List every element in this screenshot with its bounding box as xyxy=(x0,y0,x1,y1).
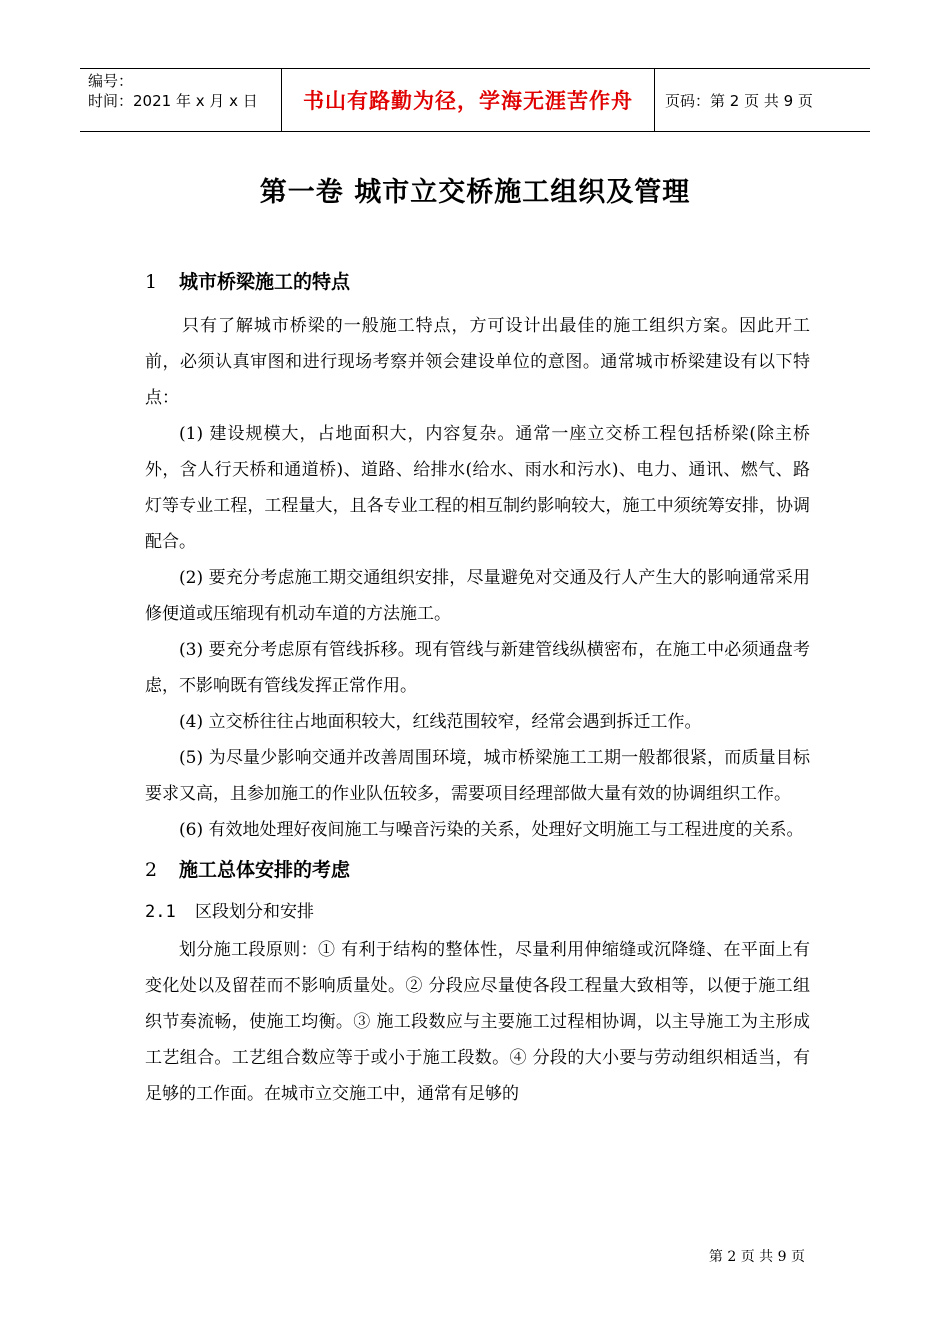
subsection-title: 区段划分和安排 xyxy=(195,902,314,922)
footer-page-label: 第 2 页 共 9 页 xyxy=(708,1249,805,1265)
header-page-label: 页码：第 2 页 共 9 页 xyxy=(665,91,813,110)
document-title: 第一卷 城市立交桥施工组织及管理 xyxy=(259,177,691,208)
subsection-heading xyxy=(145,892,810,932)
list-item: (3) 要充分考虑原有管线拆移。现有管线与新建管线纵横密布，在施工中必须通盘考虑，不影响既有管线发挥正常作用。 xyxy=(145,640,810,696)
list-item: (1) 建设规模大，占地面积大，内容复杂。通常一座立交桥工程包括桥梁(除主桥外，含人行天桥和通道桥)、道路、给排水(给水、雨水和污水)、电力、通讯、燃气、路灯等专业工程，工程量大，且各专业工程的相互制约影响较大，施工中须统筹安排，协调配合。 xyxy=(145,424,810,552)
subsection-number: 2.1 xyxy=(145,902,176,922)
list-item: (5) 为尽量少影响交通并改善周围环境，城市桥梁施工工期一般都很紧，而质量目标要求又高，且参加施工的作业队伍较多，需要项目经理部做大量有效的协调组织工作。 xyxy=(145,748,810,804)
paragraph: 划分施工段原则：① 有利于结构的整体性，尽量利用伸缩缝或沉降缝、在平面上有变化处以及留茬而不影响质量处。② 分段应尽量使各段工程量大致相等，以便于施工组织节奏流畅，使施工均衡。③ 施工段数应与主要施工过程相协调，以主导施工为主形成工艺组合。工艺组合数应等于或小于施工段数。④ 分段的大小要与劳动组织相适当，有足够的工作面。在城市立交施工中，通常有足够的 xyxy=(145,940,810,1104)
header-motto: 书山有路勤为径，学海无涯苦作舟 xyxy=(281,69,655,131)
document-body xyxy=(145,260,810,1112)
section-title: 施工总体安排的考虑 xyxy=(179,859,351,881)
list-item: (2) 要充分考虑施工期交通组织安排，尽量避免对交通及行人产生大的影响通常采用修便道或压缩现有机动车道的方法施工。 xyxy=(145,568,810,624)
number-label: 编号： xyxy=(88,72,134,90)
section-title: 城市桥梁施工的特点 xyxy=(179,271,351,293)
date-label: 时间：2021 年 x 月 x 日 xyxy=(88,92,258,110)
header-table xyxy=(80,68,870,132)
section-heading-1 xyxy=(145,260,810,304)
list-item: (4) 立交桥往往占地面积较大，红线范围较窄，经常会遇到拆迁工作。 xyxy=(179,712,702,732)
section-heading-2 xyxy=(145,848,810,892)
section-number: 1 xyxy=(145,271,158,293)
header-meta xyxy=(80,69,281,131)
section-number: 2 xyxy=(145,859,158,881)
list-item: (6) 有效地处理好夜间施工与噪音污染的关系，处理好文明施工与工程进度的关系。 xyxy=(179,820,804,840)
paragraph: 只有了解城市桥梁的一般施工特点，方可设计出最佳的施工组织方案。因此开工前，必须认真审图和进行现场考察并领会建设单位的意图。通常城市桥梁建设有以下特点： xyxy=(145,316,810,408)
